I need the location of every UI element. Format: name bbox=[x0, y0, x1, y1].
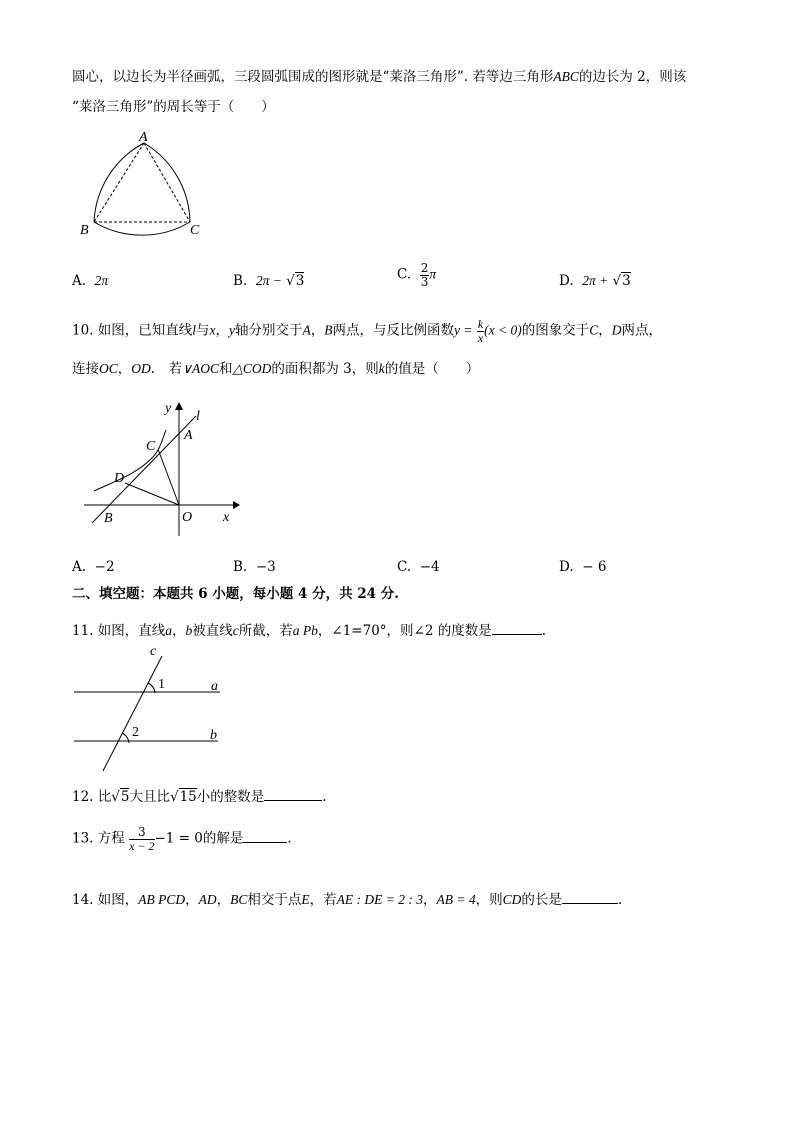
arc-bc bbox=[94, 222, 190, 235]
line-c bbox=[103, 656, 162, 771]
answer-blank bbox=[243, 830, 287, 843]
q9-option-d: D. 2π + √3 bbox=[559, 273, 631, 289]
parallel-lines-figure bbox=[72, 643, 242, 773]
q10-option-a: A. −2 bbox=[72, 559, 115, 575]
label-c: c bbox=[150, 644, 157, 659]
label-d: D bbox=[114, 471, 125, 486]
q13-line: 13. 方程 $\frac{3}{x - 2}$ −1 = 0的解是 . bbox=[72, 825, 292, 853]
label-b: B bbox=[80, 223, 89, 238]
q10-option-c: C. −4 bbox=[397, 559, 440, 575]
label-b: B bbox=[104, 511, 113, 526]
q9-abc: ABC bbox=[553, 69, 579, 84]
answer-blank bbox=[264, 788, 322, 801]
q10-option-d: D. − 6 bbox=[559, 559, 607, 575]
label-b: b bbox=[210, 728, 217, 743]
q11-line: 11. 如图，直线a，b被直线c所截，若a Pb，∠1=70°，则∠2 的度数是 . bbox=[72, 623, 547, 639]
label-x: x bbox=[223, 510, 230, 525]
label-y: y bbox=[165, 401, 172, 416]
line-l bbox=[92, 416, 196, 523]
label-2: 2 bbox=[132, 725, 139, 740]
label-1: 1 bbox=[158, 677, 165, 692]
fraction-3-over-x-minus-2: $\frac{3}{x - 2}$ bbox=[129, 825, 155, 853]
q9-line1: 圆心，以边长为半径画弧，三段圆弧围成的图形就是“莱洛三角形”. 若等边三角形ABC的边长为 2，则该 bbox=[72, 69, 687, 85]
y-axis-arrow bbox=[175, 402, 183, 410]
label-c: C bbox=[146, 439, 156, 454]
inverse-function-figure bbox=[78, 398, 248, 538]
segment-oc bbox=[158, 449, 179, 505]
q10-option-b: B. −3 bbox=[233, 559, 276, 575]
label-a: A bbox=[139, 130, 148, 145]
q9-option-c: C. $\frac{2}{3}$ π bbox=[397, 261, 437, 289]
label-c: C bbox=[190, 223, 200, 238]
q9-option-b: B. 2π − √3 bbox=[233, 273, 305, 289]
x-axis-arrow bbox=[233, 501, 240, 509]
fraction-2-3: $\frac{2}{3}$ bbox=[420, 261, 429, 289]
q12-line: 12. 比√5大且比√15小的整数是 . bbox=[72, 789, 327, 805]
reuleaux-triangle-figure bbox=[78, 130, 218, 240]
answer-blank bbox=[492, 622, 542, 635]
answer-blank bbox=[562, 891, 618, 904]
segment-od bbox=[125, 483, 179, 505]
section-heading: 二、填空题：本题共 6 小题，每小题 4 分，共 24 分. bbox=[72, 586, 399, 602]
q10-line2: 连接OC，OD． 若∨AOC和△COD的面积都为 3，则k的值是（ ） bbox=[72, 361, 480, 377]
q9-line2: “莱洛三角形”的周长等于（ ） bbox=[72, 99, 275, 115]
fraction-k-x: $\frac{k}{x}$ bbox=[477, 317, 484, 345]
q14-line: 14. 如图，AB PCD，AD，BC相交于点E，若AE : DE = 2 : 3，AB = 4，则CD的长是 . bbox=[72, 892, 623, 908]
q9-option-a: A. 2π bbox=[72, 273, 109, 289]
label-o: O bbox=[182, 510, 193, 525]
side-ab bbox=[94, 143, 144, 222]
side-ac bbox=[144, 143, 190, 222]
label-a: a bbox=[211, 679, 218, 694]
q10-line1: 10. 如图，已知直线l与x，y轴分别交于A，B两点，与反比例函数y = $\frac{k}{x}$ (x < 0)的图象交于C，D两点， bbox=[72, 317, 662, 345]
label-a: A bbox=[184, 428, 193, 443]
label-l: l bbox=[196, 409, 200, 424]
